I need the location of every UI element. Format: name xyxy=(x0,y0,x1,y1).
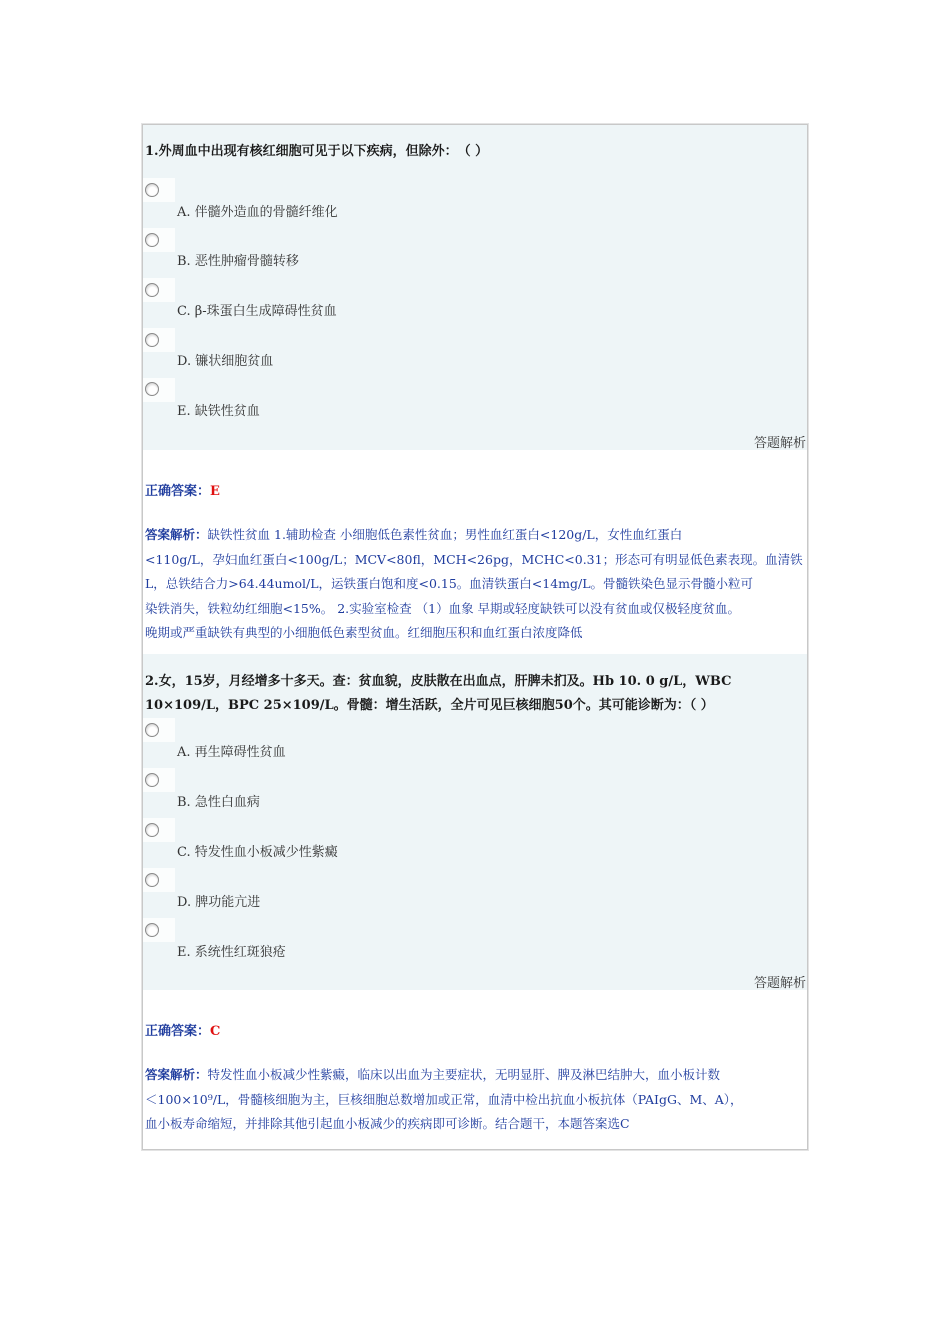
radio-q2-e[interactable] xyxy=(145,923,159,937)
question-2-block xyxy=(143,654,807,990)
radio-q2-a[interactable] xyxy=(145,723,159,737)
question-1-block xyxy=(143,125,807,450)
question-1-text: 1.外周血中出现有核红细胞可见于以下疾病，但除外： （ ） xyxy=(145,144,489,159)
option-q2-d[interactable]: D. 脾功能亢进 xyxy=(177,895,261,910)
explanation-line: <110g/L，孕妇血红蛋白<100g/L；MCV<80fl，MCH<26pg，MCHC<0.31；形态可有明显低色素表现。血清铁 xyxy=(145,551,803,567)
option-q2-c[interactable]: C. 特发性血小板减少性紫癜 xyxy=(177,845,338,860)
question-2-text-line2: 10×109/L，BPC 25×109/L。骨髓：增生活跃，全片可见巨核细胞50个。其可能诊断为：（ ） xyxy=(145,698,714,713)
option-q1-a[interactable]: A. 伴髓外造血的骨髓纤维化 xyxy=(177,205,338,220)
radio-q2-b[interactable] xyxy=(145,773,159,787)
explanation-line: 缺铁性贫血 1.辅助检查 小细胞低色素性贫血；男性血红蛋白<120g/L，女性血红蛋白 xyxy=(207,527,683,542)
radio-q2-d[interactable] xyxy=(145,873,159,887)
radio-q1-c[interactable] xyxy=(145,283,159,297)
radio-q2-c[interactable] xyxy=(145,823,159,837)
explanation-line: 特发性血小板减少性紫癜，临床以出血为主要症状，无明显肝、脾及淋巴结肿大，血小板计数 xyxy=(207,1067,721,1082)
option-q1-b[interactable]: B. 恶性肿瘤骨髓转移 xyxy=(177,254,299,269)
correct-answer-1 xyxy=(145,480,220,499)
radio-q1-b[interactable] xyxy=(145,233,159,247)
correct-answer-label: 正确答案： xyxy=(145,484,211,499)
explanation-label: 答案解析： xyxy=(145,527,208,542)
option-q1-c[interactable]: C. β-珠蛋白生成障碍性贫血 xyxy=(177,304,337,319)
correct-answer-label: 正确答案： xyxy=(145,1024,211,1039)
option-q1-d[interactable]: D. 镰状细胞贫血 xyxy=(177,354,274,369)
option-q2-e[interactable]: E. 系统性红斑狼疮 xyxy=(177,945,286,960)
answer-analysis-link-1[interactable]: 答题解析 xyxy=(753,436,806,451)
correct-answer-value: E xyxy=(210,484,220,499)
explanation-line: ＜100×10⁹/L，骨髓核细胞为主，巨核细胞总数增加或正常，血清中检出抗血小板抗体（PAIgG、M、A）， xyxy=(145,1091,743,1107)
option-q2-a[interactable]: A. 再生障碍性贫血 xyxy=(177,745,286,760)
question-2-text-line1: 2.女，15岁，月经增多十多天。查：贫血貌，皮肤散在出血点，肝脾未扪及。Hb 10. 0 g/L，WBC xyxy=(145,674,732,689)
question-panel xyxy=(142,124,808,1150)
explanation-line: 染铁消失，铁粒幼红细胞<15%。 2.实验室检查 （1）血象 早期或轻度缺铁可以没有贫血或仅极轻度贫血。 xyxy=(145,600,741,616)
explanation-line: L，总铁结合力>64.44umol/L，运铁蛋白饱和度<0.15。血清铁蛋白<14mg/L。骨髓铁染色显示骨髓小粒可 xyxy=(145,576,754,591)
explanation-2 xyxy=(145,1063,808,1137)
option-q1-e[interactable]: E. 缺铁性贫血 xyxy=(177,404,260,419)
explanation-1 xyxy=(145,523,808,646)
option-q2-b[interactable]: B. 急性白血病 xyxy=(177,795,260,810)
explanation-line: 血小板寿命缩短，并排除其他引起血小板减少的疾病即可诊断。结合题干，本题答案选C xyxy=(145,1116,630,1131)
correct-answer-2 xyxy=(145,1020,220,1039)
answer-analysis-link-2[interactable]: 答题解析 xyxy=(753,976,806,991)
explanation-line: 晚期或严重缺铁有典型的小细胞低色素型贫血。红细胞压积和血红蛋白浓度降低 xyxy=(145,625,583,640)
radio-q1-d[interactable] xyxy=(145,333,159,347)
radio-q1-e[interactable] xyxy=(145,382,159,396)
correct-answer-value: C xyxy=(210,1024,221,1039)
explanation-label: 答案解析： xyxy=(145,1067,208,1082)
radio-q1-a[interactable] xyxy=(145,183,159,197)
